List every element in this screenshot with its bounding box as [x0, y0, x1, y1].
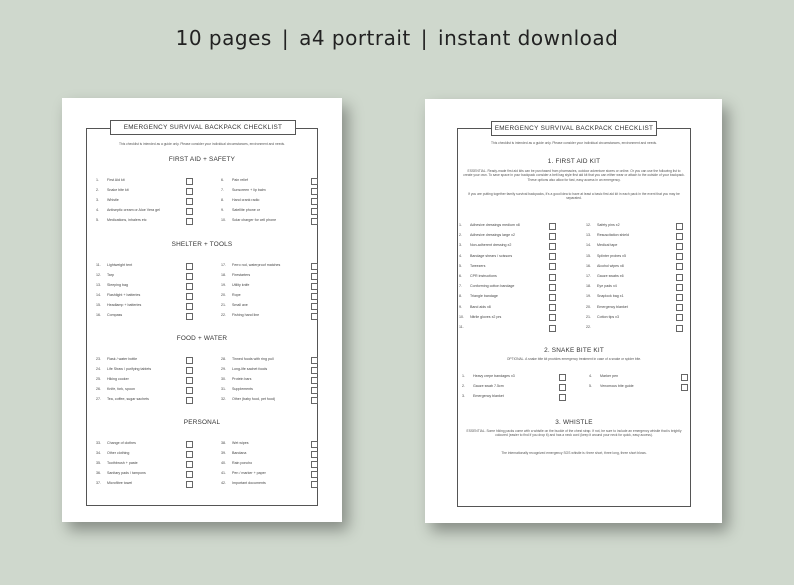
checkbox[interactable] [186, 178, 193, 185]
item-label: Non-adherent dressing x2 [470, 243, 512, 248]
checkbox[interactable] [549, 294, 556, 301]
checklist-item [586, 233, 629, 237]
item-number: 11. [96, 263, 101, 267]
checklist-item [96, 357, 137, 361]
item-number: 8. [459, 294, 462, 299]
item-label: Rope [232, 293, 241, 297]
checklist-item [96, 208, 160, 212]
checkbox[interactable] [186, 397, 193, 404]
checklist-item [96, 387, 135, 391]
item-number: 16. [586, 263, 591, 268]
checkbox[interactable] [186, 367, 193, 374]
checklist-item [221, 441, 249, 445]
section-paragraph: ESSENTIAL. Ready-made first aid kits can be purchased from pharmacies, outdoor adventure stores or online. Or you can use the following list to create your own. To save space in your backpack consider a belt bag style first aid kit that you can either wear or attach to the outside of your backpack. These options also allow for fast, easy access in an emergency. [463, 169, 685, 182]
checklist-item [586, 284, 617, 288]
checkbox[interactable] [311, 461, 318, 468]
checklist-item [221, 367, 267, 371]
checklist-item [96, 218, 147, 222]
checkbox[interactable] [186, 273, 193, 280]
checklist-item [462, 374, 515, 378]
section-title: SHELTER + TOOLS [171, 241, 233, 248]
checklist-item [221, 283, 249, 287]
checklist-item [459, 315, 501, 319]
item-number: 17. [586, 274, 591, 278]
checkbox[interactable] [311, 471, 318, 478]
checkbox[interactable] [186, 208, 193, 215]
section-title-snake-bite-kit: 2. SNAKE BITE KIT [544, 347, 604, 354]
item-label: Antiseptic cream or Aloe Vera gel [107, 208, 160, 212]
item-number: 4. [96, 208, 99, 212]
checkbox[interactable] [186, 293, 193, 300]
section-title: FOOD + WATER [176, 335, 228, 342]
item-label: Safety pins x2 [597, 223, 620, 227]
checklist-item [586, 223, 620, 227]
checkbox[interactable] [676, 304, 683, 311]
item-number: 28. [221, 357, 226, 361]
checklist-item [96, 377, 129, 381]
item-number: 8. [221, 198, 224, 202]
checkbox[interactable] [676, 253, 683, 260]
item-label: Venomous bite guide [600, 384, 634, 388]
item-label: Band aids x8 [470, 304, 491, 309]
item-number: 9. [459, 304, 462, 309]
checklist-item [459, 243, 511, 247]
item-number: 3. [462, 394, 465, 398]
checklist-item [459, 294, 498, 298]
checklist-item [459, 254, 512, 258]
item-label: Nitrile gloves x2 prs [470, 314, 502, 319]
item-number: 10. [459, 314, 464, 319]
item-label: Tinned foods with ring pull [232, 357, 274, 361]
checklist-item [96, 313, 122, 317]
checkbox[interactable] [186, 283, 193, 290]
section-paragraph: The internationally recognized emergency SOS whistle is: three short, three long, three short blows. [501, 451, 647, 455]
checkbox[interactable] [311, 387, 318, 394]
item-number: 25. [96, 377, 101, 381]
item-label: Tea, coffee, sugar sachets [107, 397, 149, 401]
section-title-first-aid-kit: 1. FIRST AID KIT [547, 158, 601, 165]
checkbox[interactable] [311, 313, 318, 320]
item-number: 7. [221, 188, 224, 192]
left-page-preview [62, 98, 342, 522]
item-number: 19. [221, 283, 226, 287]
checkbox[interactable] [676, 294, 683, 301]
item-label: Tweezers [470, 263, 486, 268]
checkbox[interactable] [676, 243, 683, 250]
checklist-item [96, 263, 132, 267]
checklist-item [462, 384, 504, 388]
checklist-item [221, 303, 248, 307]
checkbox[interactable] [676, 274, 683, 281]
item-label: First Aid kit [107, 178, 125, 182]
checklist-item [96, 451, 129, 455]
product-banner: 10 pages | a4 portrait | instant download [175, 26, 619, 50]
item-number: 40. [221, 461, 226, 465]
item-number: 39. [221, 451, 226, 455]
checkbox[interactable] [549, 284, 556, 291]
checkbox[interactable] [676, 263, 683, 270]
item-number: 16. [96, 313, 101, 317]
checklist-item [459, 264, 485, 268]
checkbox[interactable] [549, 274, 556, 281]
page-title: EMERGENCY SURVIVAL BACKPACK CHECKLIST [491, 121, 657, 136]
item-label: Pain relief [232, 178, 248, 182]
page-frame [86, 128, 318, 506]
item-number: 21. [586, 314, 591, 319]
item-label: Heavy crepe bandages x3 [473, 374, 515, 378]
banner-format: a4 portrait [299, 26, 411, 50]
checkbox[interactable] [311, 303, 318, 310]
item-number: 15. [96, 303, 101, 307]
checkbox[interactable] [681, 384, 688, 391]
checkbox[interactable] [186, 387, 193, 394]
item-number: 2. [462, 384, 465, 388]
item-label: Adhesive dressings medium x8 [470, 223, 520, 227]
checklist-item [96, 471, 146, 475]
checkbox[interactable] [549, 233, 556, 240]
checklist-item [586, 274, 624, 278]
item-number: 10. [221, 218, 226, 222]
checklist-item [96, 441, 136, 445]
item-label: Triangle bandage [470, 294, 498, 299]
checkbox[interactable] [186, 451, 193, 458]
item-number: 23. [96, 357, 101, 361]
item-label: Rain poncho [232, 461, 253, 465]
item-number: 12. [96, 273, 101, 277]
checkbox[interactable] [549, 314, 556, 321]
item-number: 34. [96, 451, 101, 455]
item-label: Hand crank radio [232, 198, 260, 202]
checklist-item [96, 178, 125, 182]
checkbox[interactable] [676, 233, 683, 240]
checklist-item [96, 273, 114, 277]
checkbox[interactable] [186, 471, 193, 478]
checkbox[interactable] [559, 374, 566, 381]
checkbox[interactable] [311, 273, 318, 280]
item-label: Medications, inhalers etc [107, 218, 147, 222]
item-label: Adhesive dressings large x2 [470, 233, 515, 238]
checkbox[interactable] [311, 481, 318, 488]
checkbox[interactable] [311, 293, 318, 300]
item-number: 13. [586, 233, 591, 238]
item-number: 33. [96, 441, 101, 445]
checkbox[interactable] [549, 223, 556, 230]
banner-delivery: instant download [438, 26, 619, 50]
item-number: 3. [96, 198, 99, 202]
section-title-whistle: 3. WHISTLE [555, 419, 593, 426]
checkbox[interactable] [186, 263, 193, 270]
item-label: Emergency blanket [597, 304, 628, 309]
checklist-item [462, 394, 504, 398]
checklist-item [459, 325, 470, 329]
item-number: 5. [459, 263, 462, 268]
item-number: 5. [96, 218, 99, 222]
item-label: Fishing hand line [232, 313, 260, 317]
section-title: PERSONAL [183, 419, 221, 426]
checklist-item [96, 481, 132, 485]
checklist-item [221, 471, 266, 475]
checklist-item [96, 283, 128, 287]
item-label: Ferro rod, waterproof matches [232, 263, 281, 267]
item-number: 14. [586, 243, 591, 248]
checklist-item [586, 264, 624, 268]
item-number: 19. [586, 294, 591, 299]
item-label: Emergency blanket [473, 394, 504, 398]
checklist-item [586, 294, 624, 298]
item-number: 38. [221, 441, 226, 445]
item-number: 1. [462, 374, 465, 378]
item-number: 4. [589, 374, 592, 378]
item-number: 36. [96, 471, 101, 475]
item-number: 21. [221, 303, 226, 307]
item-label: Other clothing [107, 451, 130, 455]
section-paragraph: ESSENTIAL. Some hiking packs come with a whistle on the buckle of the chest strap. If not, be sure to include an emergency whistle that is brightly coloured (easier to find if you drop it) and has a neck cord (keep it around your neck for quick, easy access). [466, 429, 682, 438]
banner-pages: 10 pages [175, 26, 272, 50]
item-label: Bandana [232, 451, 247, 455]
item-number: 18. [586, 284, 591, 289]
item-label: Flashlight + batteries [107, 293, 141, 297]
item-label: Medical tape [597, 243, 618, 248]
item-number: 22. [221, 313, 226, 317]
item-number: 27. [96, 397, 101, 401]
checkbox[interactable] [311, 441, 318, 448]
section-paragraph: If you are putting together family survival backpacks, it's a good idea to have at least a basic first aid kit in each pack in the event that you may be separated. [468, 192, 680, 201]
checklist-item [221, 188, 266, 192]
checklist-item [221, 313, 259, 317]
checkbox[interactable] [676, 314, 683, 321]
checkbox[interactable] [676, 223, 683, 230]
checkbox[interactable] [681, 374, 688, 381]
checklist-item [459, 305, 491, 309]
item-label: Headlamp + batteries [107, 303, 142, 307]
checklist-item [589, 384, 634, 388]
checklist-item [459, 223, 520, 227]
checkbox[interactable] [549, 253, 556, 260]
checkbox[interactable] [676, 325, 683, 332]
checkbox[interactable] [311, 208, 318, 215]
checkbox[interactable] [549, 325, 556, 332]
checklist-item [586, 305, 628, 309]
item-number: 30. [221, 377, 226, 381]
item-label: Cotton tips x3 [597, 314, 619, 319]
checklist-item [221, 208, 260, 212]
item-number: 18. [221, 273, 226, 277]
checkbox[interactable] [311, 198, 318, 205]
checkbox[interactable] [186, 441, 193, 448]
checklist-item [96, 461, 138, 465]
item-label: Sanitary pads / tampons [107, 471, 146, 475]
checkbox[interactable] [559, 384, 566, 391]
item-label: Snaplock bag x1 [597, 294, 624, 299]
checkbox[interactable] [311, 263, 318, 270]
section-paragraph: OPTIONAL. A snake bite kit provides emergency treatment in case of a snake or spider bite. [506, 357, 642, 361]
item-number: 32. [221, 397, 226, 401]
checkbox[interactable] [311, 178, 318, 185]
item-number: 3. [459, 243, 462, 248]
item-label: Bandage shears / scissors [470, 253, 513, 258]
item-number: 26. [96, 387, 101, 391]
item-label: Conforming cotton bandage [470, 284, 515, 289]
checkbox[interactable] [549, 304, 556, 311]
item-label: Splinter probes x5 [597, 253, 626, 258]
checklist-item [221, 198, 259, 202]
item-label: Change of clothes [107, 441, 136, 445]
item-number: 35. [96, 461, 101, 465]
checklist-item [96, 188, 129, 192]
checklist-item [221, 273, 250, 277]
checkbox[interactable] [186, 357, 193, 364]
item-label: Life Straw / purifying tablets [107, 367, 152, 371]
checkbox[interactable] [186, 188, 193, 195]
checklist-item [221, 397, 275, 401]
item-label: Sunscreen + lip balm [232, 188, 266, 192]
item-label: Alcohol wipes x8 [597, 263, 624, 268]
item-label: Lightweight tent [107, 263, 133, 267]
checkbox[interactable] [311, 451, 318, 458]
page-title: EMERGENCY SURVIVAL BACKPACK CHECKLIST [110, 120, 296, 135]
checkbox[interactable] [311, 377, 318, 384]
checkbox[interactable] [549, 263, 556, 270]
item-number: 7. [459, 284, 462, 289]
item-label: Utility knife [232, 283, 250, 287]
checklist-item [221, 387, 253, 391]
item-label: Flask / water bottle [107, 357, 138, 361]
checklist-item [221, 293, 241, 297]
item-label: Other (baby food, pet food) [232, 397, 276, 401]
checkbox[interactable] [676, 284, 683, 291]
item-label: Tarp [107, 273, 114, 277]
item-number: 2. [96, 188, 99, 192]
item-number: 22. [586, 325, 591, 329]
checklist-item [221, 178, 248, 182]
checkbox[interactable] [186, 461, 193, 468]
item-label: Satellite phone or [232, 208, 260, 212]
item-number: 24. [96, 367, 101, 371]
item-label: Marker pen [600, 374, 619, 378]
checklist-item [96, 303, 141, 307]
checkbox[interactable] [311, 397, 318, 404]
checklist-item [459, 274, 497, 278]
item-label: Protein bars [232, 377, 252, 381]
checkbox[interactable] [186, 218, 193, 225]
right-page-preview [425, 99, 722, 523]
checklist-item [221, 263, 280, 267]
checklist-item [586, 243, 617, 247]
checklist-item [96, 293, 140, 297]
item-label: Gauze swabs x6 [597, 274, 624, 278]
checkbox[interactable] [186, 303, 193, 310]
checklist-item [586, 254, 626, 258]
item-label: CPR instructions [470, 274, 497, 278]
checklist-item [586, 315, 619, 319]
item-label: Hiking cooker [107, 377, 129, 381]
item-label: Microfibre towel [107, 481, 133, 485]
page-intro: This checklist is intended as a guide only. Please consider your individual circumstances, environment and needs. [119, 142, 285, 146]
checklist-item [96, 397, 149, 401]
item-label: Eye pads x4 [597, 284, 617, 289]
checklist-item [221, 218, 276, 222]
item-label: Compass [107, 313, 123, 317]
checklist-item [459, 284, 514, 288]
checklist-item [221, 481, 266, 485]
item-label: Gauze swab 7.5cm [473, 384, 504, 388]
item-number: 1. [459, 223, 462, 227]
checklist-item [459, 233, 515, 237]
checkbox[interactable] [559, 394, 566, 401]
item-number: 13. [96, 283, 101, 287]
checklist-item [221, 461, 252, 465]
item-number: 1. [96, 178, 99, 182]
checkbox[interactable] [549, 243, 556, 250]
checkbox[interactable] [186, 481, 193, 488]
checklist-item [589, 374, 618, 378]
item-label: Toothbrush + paste [107, 461, 138, 465]
item-number: 42. [221, 481, 226, 485]
item-number: 29. [221, 367, 226, 371]
item-number: 15. [586, 253, 591, 258]
item-label: Resuscitation shield [597, 233, 629, 238]
checkbox[interactable] [311, 283, 318, 290]
checkbox[interactable] [311, 367, 318, 374]
checklist-item [221, 357, 274, 361]
checklist-item [96, 367, 151, 371]
item-number: 14. [96, 293, 101, 297]
checkbox[interactable] [311, 218, 318, 225]
page-intro: This checklist is intended as a guide only. Please consider your individual circumstances, environment and needs. [491, 141, 657, 145]
item-number: 4. [459, 253, 462, 258]
checklist-item [96, 198, 119, 202]
item-number: 6. [221, 178, 224, 182]
item-number: 12. [586, 223, 591, 227]
item-number: 6. [459, 274, 462, 278]
item-label: Wet wipes [232, 441, 249, 445]
item-label: Snake bite kit [107, 188, 129, 192]
item-number: 41. [221, 471, 226, 475]
item-label: Pen / marker + paper [232, 471, 266, 475]
checklist-item [221, 377, 251, 381]
item-number: 11. [459, 325, 464, 329]
checkbox[interactable] [186, 313, 193, 320]
item-number: 37. [96, 481, 101, 485]
item-label: Solar charger for cell phone [232, 218, 277, 222]
checkbox[interactable] [311, 188, 318, 195]
item-label: Important documents [232, 481, 266, 485]
checklist-item [221, 451, 246, 455]
item-label: Knife, fork, spoon [107, 387, 135, 391]
item-number: 20. [221, 293, 226, 297]
item-number: 31. [221, 387, 226, 391]
item-label: Whistle [107, 198, 119, 202]
section-title: FIRST AID + SAFETY [168, 156, 236, 163]
item-number: 20. [586, 304, 591, 309]
item-number: 9. [221, 208, 224, 212]
item-number: 5. [589, 384, 592, 388]
checkbox[interactable] [311, 357, 318, 364]
item-label: Long-life sachet foods [232, 367, 268, 371]
item-label: Firestarters [232, 273, 251, 277]
item-label: Small axe [232, 303, 248, 307]
item-number: 17. [221, 263, 226, 267]
item-number: 2. [459, 233, 462, 238]
checklist-item [586, 325, 597, 329]
checkbox[interactable] [186, 377, 193, 384]
item-label: Sleeping bag [107, 283, 128, 287]
checkbox[interactable] [186, 198, 193, 205]
item-label: Supplements [232, 387, 253, 391]
